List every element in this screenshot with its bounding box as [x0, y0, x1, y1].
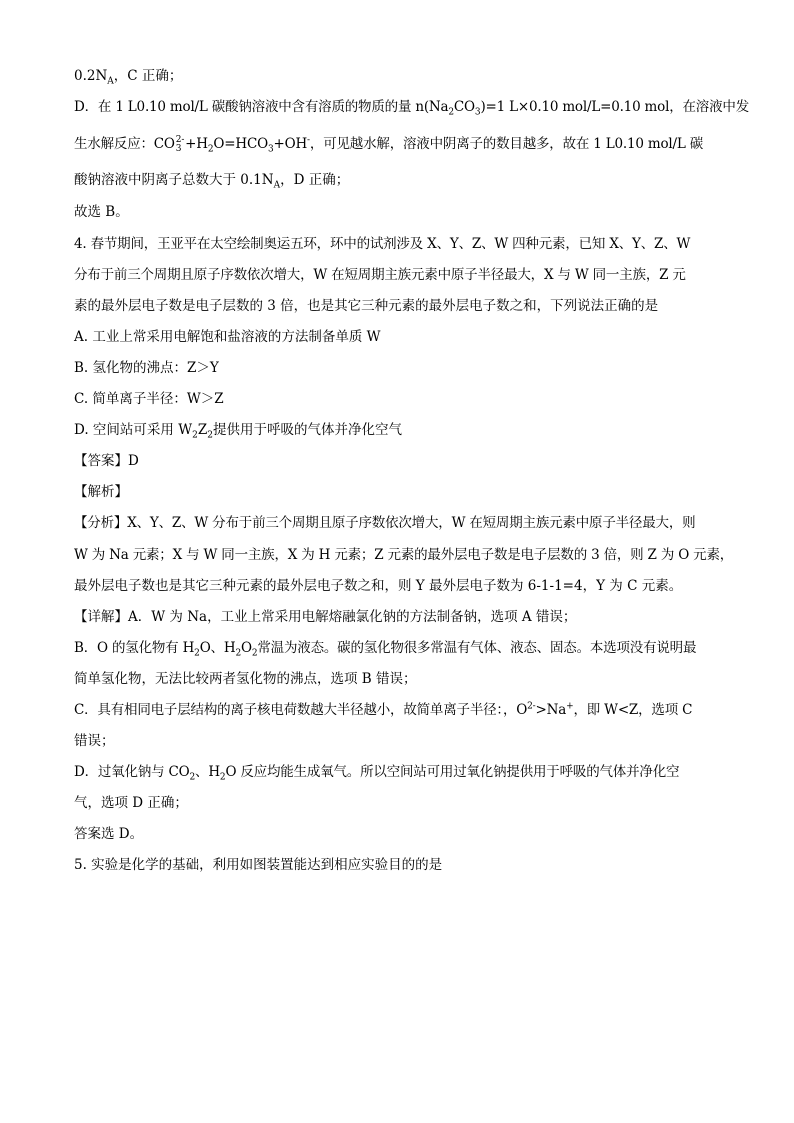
analysis-text: 最外层电子数也是其它三种元素的最外层电子数之和，则 Y 最外层电子数为 6-1-1=4，Y 为 C 元素。	[74, 578, 683, 594]
text-line: 酸钠溶液中阴离子总数大于 $0.1N_A$，D 正确；	[74, 172, 350, 191]
option-d: D. 空间站可采用 $W_2Z_2$提供用于呼吸的气体并净化空气	[74, 422, 402, 441]
detail-text: 简单氢化物，无法比较两者氢化物的沸点，选项 B 错误；	[74, 671, 417, 687]
detail-text: D．过氧化钠与 $CO_2$、$H_2O$ 反应均能生成氧气。所以空间站可用过氧化钠提供用于呼吸的气体并净化空	[74, 764, 680, 783]
detail-text: C．具有相同电子层结构的离子核电荷数越大半径越小，故简单离子半径：，$O^{2-}>Na^+$，即 W<Z，选项 C	[74, 701, 693, 718]
question-4-stem: 素的最外层电子数是电子层数的 3 倍，也是其它三种元素的最外层电子数之和，下列说法正确的是	[74, 298, 659, 314]
text-line: $0.2N_A$，C 正确；	[74, 68, 183, 87]
detail-text: 气，选项 D 正确；	[74, 795, 188, 811]
question-5-stem: 5. 实验是化学的基础，利用如图装置能达到相应实验目的的是	[74, 857, 443, 873]
detail-text: 答案选 D。	[74, 826, 144, 842]
question-4-stem: 4. 春节期间，王亚平在太空绘制奥运五环，环中的试剂涉及 X、Y、Z、W 四种元素，已知 X、Y、Z、W	[74, 236, 691, 252]
option-a: A. 工业上常采用电解饱和盐溶液的方法制备单质 W	[74, 329, 381, 345]
detail-text: 错误；	[74, 733, 115, 749]
text-line: D．在 1 L0.10 mol/L 碳酸钠溶液中含有溶质的物质的量 $n(Na_2CO_3)=1$ L×0.10 mol/L=0.10 mol，在溶液中发	[74, 99, 749, 118]
detail-text: B．O 的氢化物有 $H_2O$、$H_2O_2$常温为液态。碳的氢化物很多常温有气体、液态、固态。本选项没有说明最	[74, 640, 697, 659]
option-b: B. 氢化物的沸点：Z＞Y	[74, 360, 219, 376]
analysis-text: W 为 Na 元素；X 与 W 同一主族，X 为 H 元素；Z 元素的最外层电子数是电子层数的 3 倍，则 Z 为 O 元素，	[74, 547, 734, 563]
answer-label: 【答案】D	[74, 453, 139, 469]
text-line: 故选 B。	[74, 204, 129, 220]
detail-text: 【详解】A．W 为 Na，工业上常采用电解熔融氯化钠的方法制备钠，选项 A 错误；	[74, 609, 577, 625]
analysis-text: 【分析】X、Y、Z、W 分布于前三个周期且原子序数依次增大，W 在短周期主族元素中原子半径最大，则	[74, 515, 696, 531]
option-c: C. 简单离子半径：W＞Z	[74, 391, 224, 407]
question-4-stem: 分布于前三个周期且原子序数依次增大，W 在短周期主族元素中原子半径最大，X 与 W 同一主族，Z 元	[74, 267, 686, 283]
equation-line: 生水解反应：CO 2- 3 $+H_2O=HCO_3+OH^-$，可见越水解，溶液中阴离子的数目越多，故在 1 L0.10 mol/L 碳	[74, 134, 704, 155]
analysis-label: 【解析】	[74, 484, 128, 500]
